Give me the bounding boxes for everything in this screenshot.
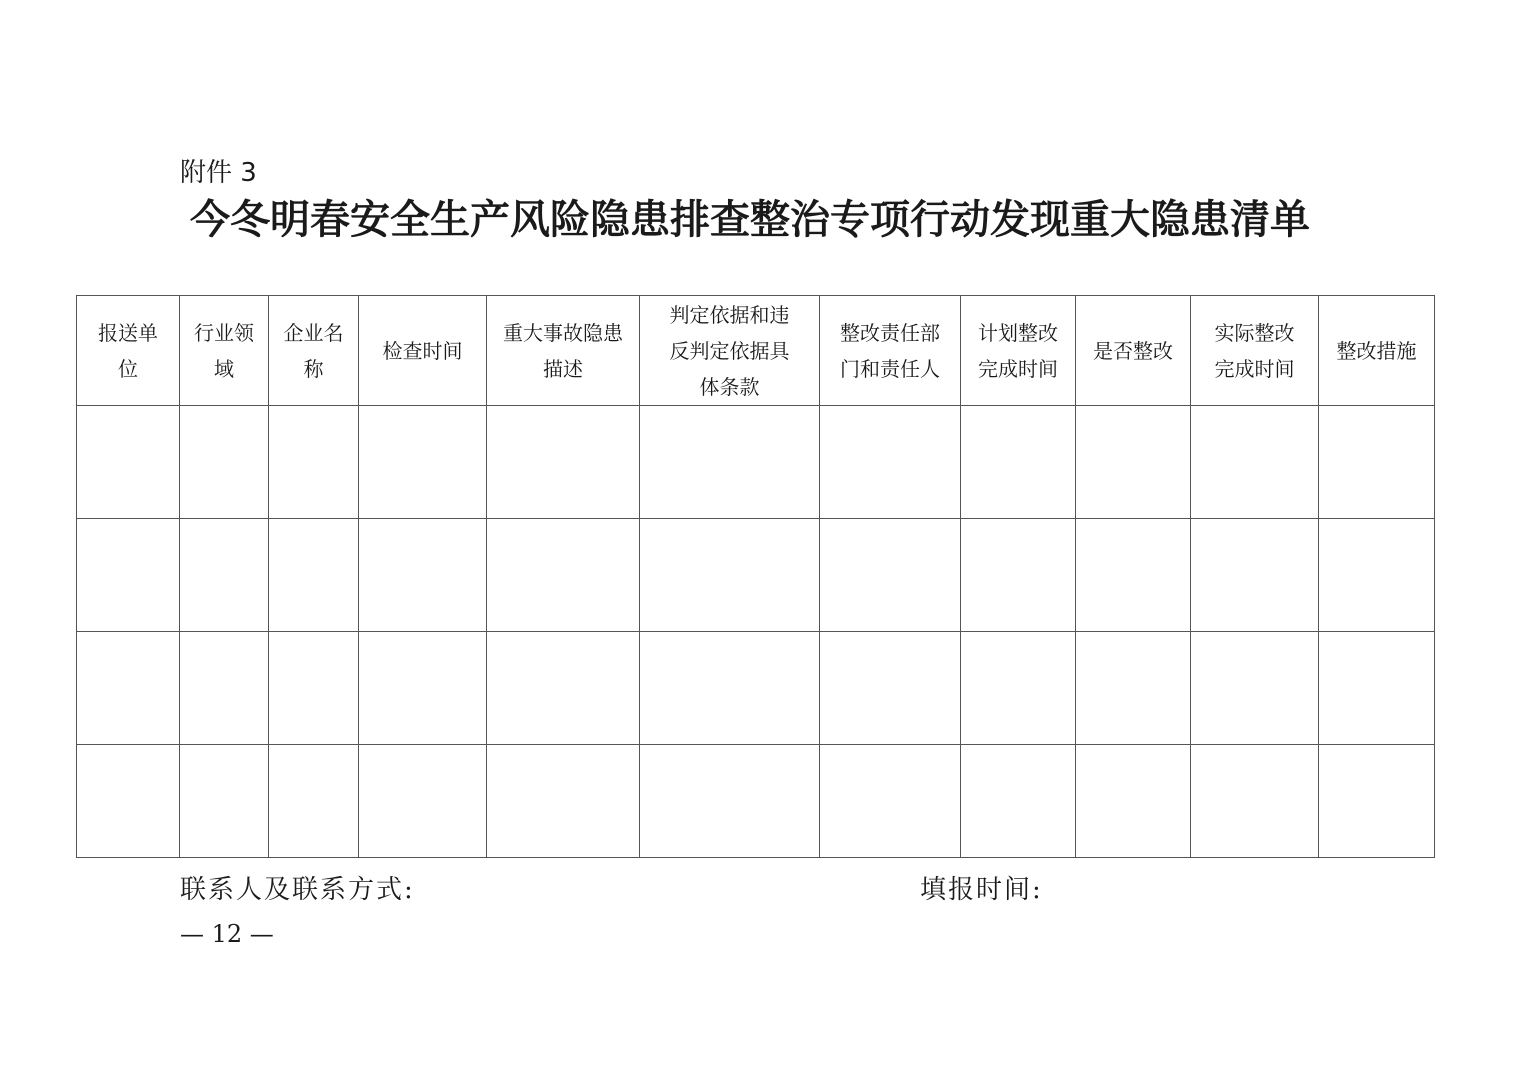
table-cell[interactable]	[1076, 406, 1191, 519]
table-cell[interactable]	[640, 632, 820, 745]
table-cell[interactable]	[269, 519, 359, 632]
header-inspection-time: 检查时间	[359, 296, 487, 406]
table-cell[interactable]	[820, 519, 961, 632]
header-actual-completion: 实际整改 完成时间	[1191, 296, 1319, 406]
table-cell[interactable]	[961, 745, 1076, 858]
table-cell[interactable]	[269, 745, 359, 858]
table-cell[interactable]	[640, 745, 820, 858]
header-rectified-status: 是否整改	[1076, 296, 1191, 406]
table-cell[interactable]	[1191, 632, 1319, 745]
table-row	[77, 519, 1435, 632]
table-cell[interactable]	[820, 745, 961, 858]
header-hazard-description: 重大事故隐患 描述	[487, 296, 640, 406]
table-cell[interactable]	[77, 745, 180, 858]
attachment-label: 附件 3	[180, 158, 257, 188]
table-cell[interactable]	[1319, 519, 1435, 632]
fill-date-label: 填报时间:	[920, 875, 1043, 905]
table-cell[interactable]	[180, 519, 269, 632]
table-cell[interactable]	[1191, 406, 1319, 519]
table-cell[interactable]	[640, 519, 820, 632]
table-cell[interactable]	[487, 406, 640, 519]
table-cell[interactable]	[359, 406, 487, 519]
header-planned-completion: 计划整改 完成时间	[961, 296, 1076, 406]
header-responsible-party: 整改责任部 门和责任人	[820, 296, 961, 406]
table-cell[interactable]	[269, 406, 359, 519]
table-cell[interactable]	[180, 406, 269, 519]
table-cell[interactable]	[820, 632, 961, 745]
table-cell[interactable]	[1076, 745, 1191, 858]
table-cell[interactable]	[1076, 632, 1191, 745]
table-row	[77, 406, 1435, 519]
table-cell[interactable]	[961, 519, 1076, 632]
contact-label: 联系人及联系方式:	[180, 875, 415, 905]
page-number: — 12 —	[180, 920, 274, 948]
table-cell[interactable]	[487, 519, 640, 632]
table-cell[interactable]	[77, 406, 180, 519]
table-cell[interactable]	[1191, 745, 1319, 858]
table-cell[interactable]	[77, 519, 180, 632]
table-row	[77, 632, 1435, 745]
header-determination-basis: 判定依据和违 反判定依据具 体条款	[640, 296, 820, 406]
table-cell[interactable]	[1319, 632, 1435, 745]
table-cell[interactable]	[359, 745, 487, 858]
table-cell[interactable]	[180, 632, 269, 745]
header-reporting-unit: 报送单 位	[77, 296, 180, 406]
table-cell[interactable]	[77, 632, 180, 745]
table-cell[interactable]	[487, 745, 640, 858]
table-cell[interactable]	[1076, 519, 1191, 632]
header-enterprise-name: 企业名 称	[269, 296, 359, 406]
table-cell[interactable]	[487, 632, 640, 745]
table-cell[interactable]	[180, 745, 269, 858]
table-cell[interactable]	[640, 406, 820, 519]
table-cell[interactable]	[961, 406, 1076, 519]
header-industry-field: 行业领 域	[180, 296, 269, 406]
hazard-list-table	[76, 295, 1435, 858]
table-cell[interactable]	[961, 632, 1076, 745]
header-rectification-measures: 整改措施	[1319, 296, 1435, 406]
table-row	[77, 745, 1435, 858]
table-cell[interactable]	[1191, 519, 1319, 632]
table-cell[interactable]	[1319, 406, 1435, 519]
table-header-row	[77, 296, 1435, 406]
table-cell[interactable]	[820, 406, 961, 519]
document-title: 今冬明春安全生产风险隐患排查整治专项行动发现重大隐患清单	[190, 196, 1310, 243]
table-cell[interactable]	[1319, 745, 1435, 858]
table-cell[interactable]	[359, 632, 487, 745]
table-cell[interactable]	[359, 519, 487, 632]
table-cell[interactable]	[269, 632, 359, 745]
